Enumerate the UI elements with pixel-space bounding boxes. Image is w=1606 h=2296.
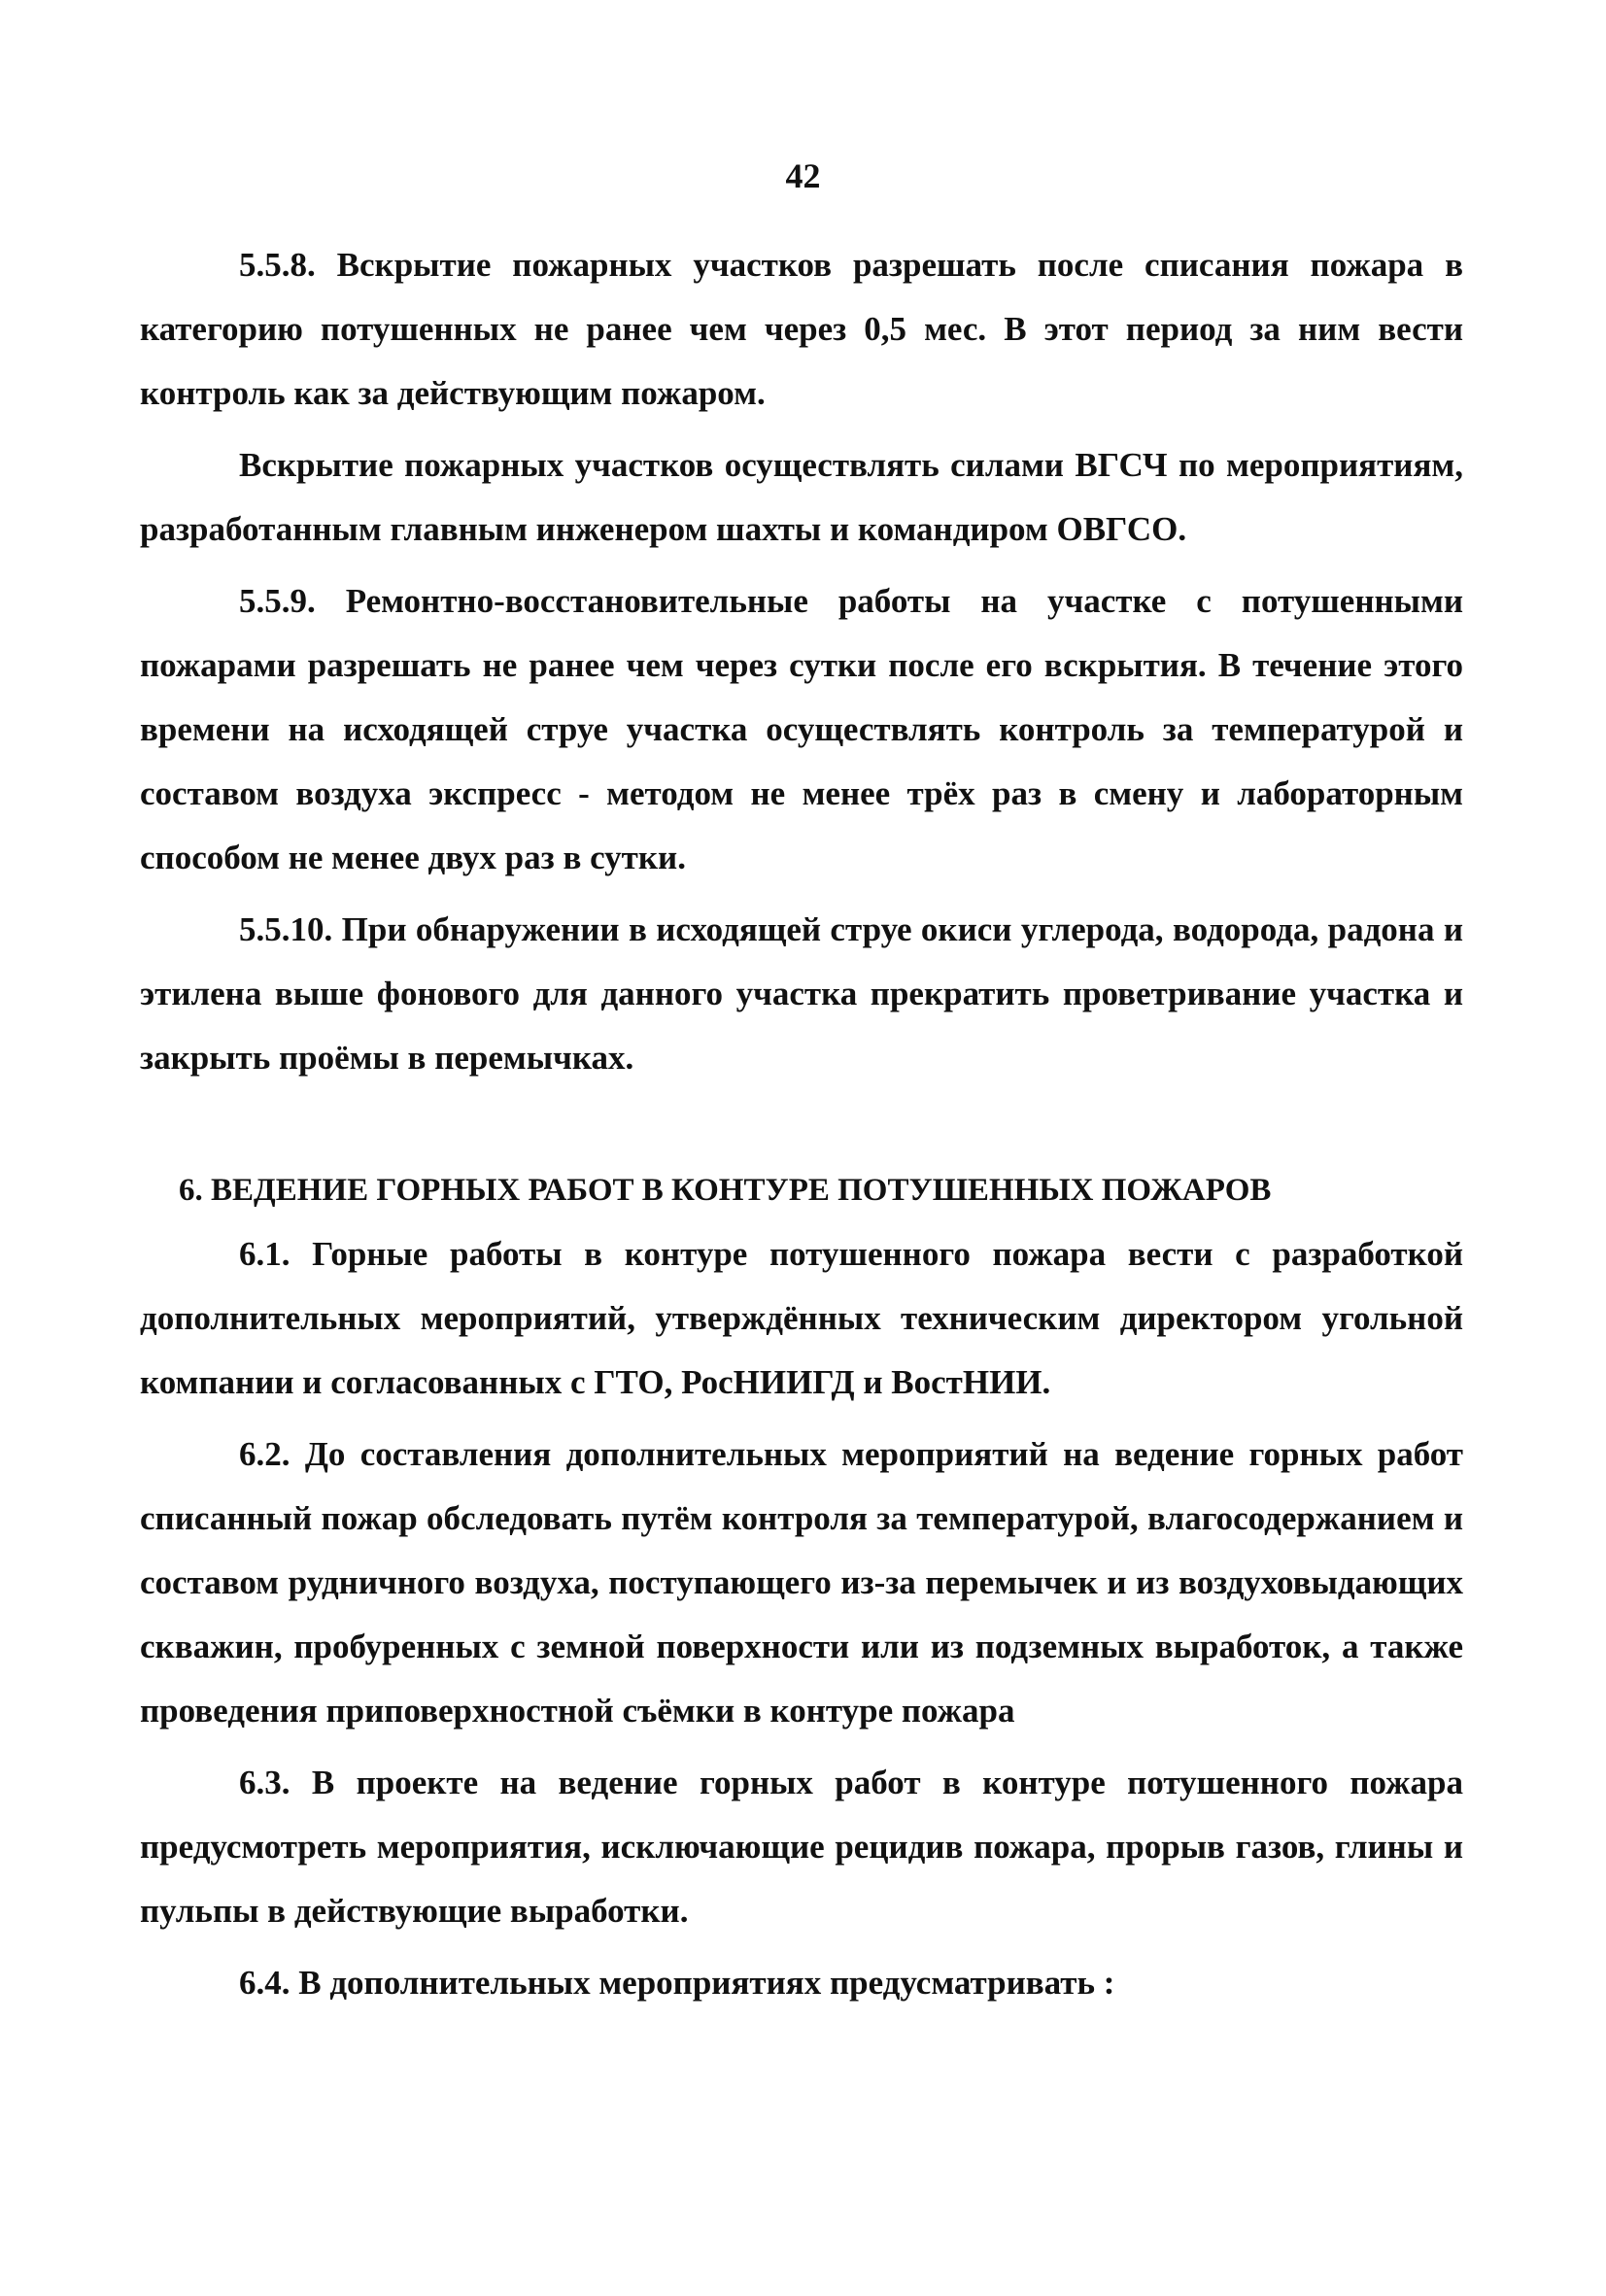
paragraph-6-4: 6.4. В дополнительных мероприятиях предусматривать : [239, 1964, 1115, 2002]
paragraph-5-5-8: 5.5.8. Вскрытие пожарных участков разрешать после списания пожара в категорию потушенных не ранее чем через 0,5 мес. В этот период за ним вести контроль как за действующим пожаром. [140, 246, 1463, 412]
page-content [140, 233, 1463, 2015]
paragraph-5-5-9: 5.5.9. Ремонтно-восстановительные работы на участке с потушенными пожарами разрешать не ранее чем через сутки после его вскрытия. В течение этого времени на исходящей струе участка осуществлять контроль за температурой и составом воздуха экспресс - методом не менее трёх раз в смену и лабораторным способом не менее двух раз в сутки. [140, 582, 1463, 876]
page-number: 42 [785, 156, 821, 195]
paragraph-6-2: 6.2. До составления дополнительных мероприятий на ведение горных работ списанный пожар обследовать путём контроля за температурой, влагосодержанием и составом рудничного воздуха, поступающего из-за перемычек и из воздуховыдающих скважин, пробуренных с земной поверхности или из подземных выработок, а также проведения приповерхностной съёмки в контуре пожара [140, 1435, 1463, 1730]
paragraph-opening-sites: Вскрытие пожарных участков осуществлять силами ВГСЧ по мероприятиям, разработанным главным инженером шахты и командиром ОВГСО. [140, 446, 1463, 548]
paragraph-5-5-10: 5.5.10. При обнаружении в исходящей струе окиси углерода, водорода, радона и этилена выше фонового для данного участка прекратить проветривание участка и закрыть проёмы в перемычках. [140, 910, 1463, 1077]
paragraph-6-3: 6.3. В проекте на ведение горных работ в контуре потушенного пожара предусмотреть мероприятия, исключающие рецидив пожара, прорыв газов, глины и пульпы в действующие выработки. [140, 1764, 1463, 1930]
paragraph-6-1: 6.1. Горные работы в контуре потушенного пожара вести с разработкой дополнительных мероприятий, утверждённых техническим директором угольной компании и согласованных с ГТО, РосНИИГД и ВостНИИ. [140, 1235, 1463, 1401]
section-6-heading: 6. ВЕДЕНИЕ ГОРНЫХ РАБОТ В КОНТУРЕ ПОТУШЕННЫХ ПОЖАРОВ [179, 1173, 1272, 1208]
